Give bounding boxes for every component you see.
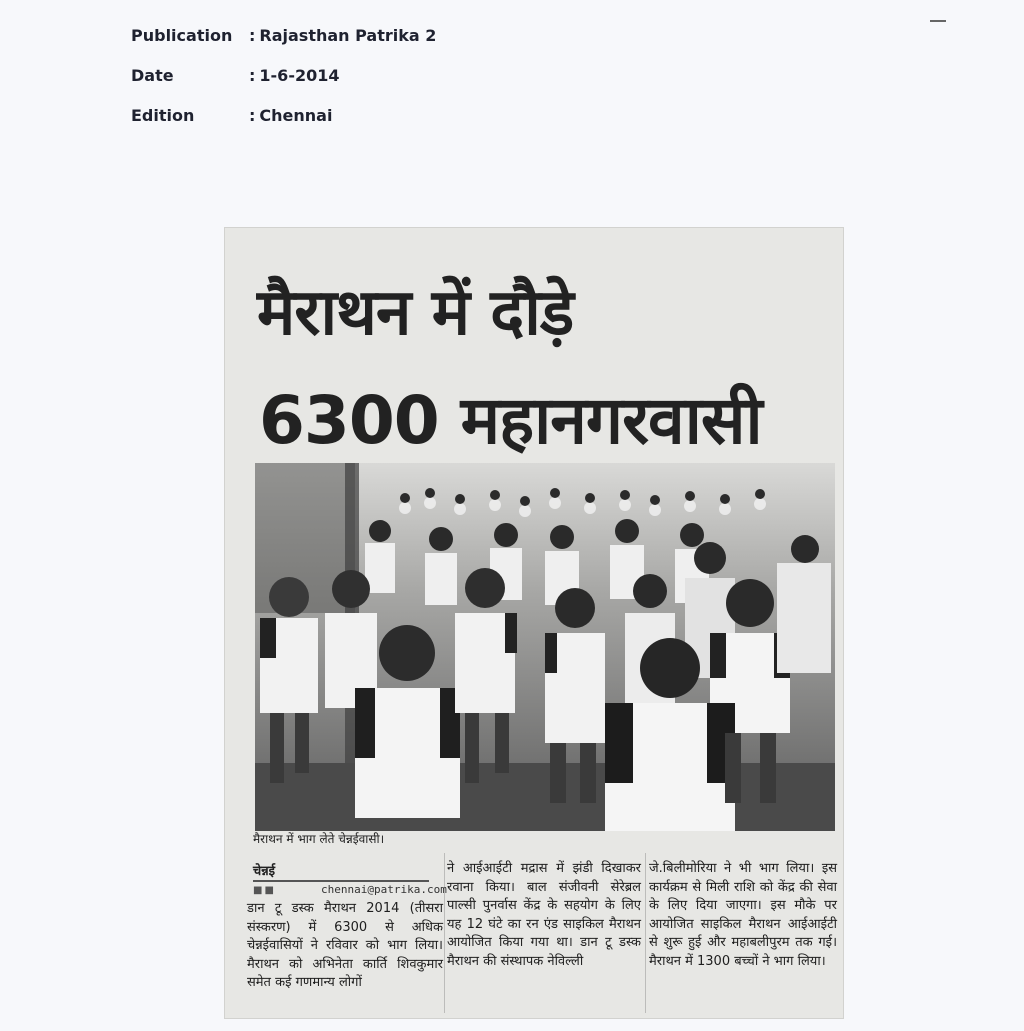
separator: : xyxy=(249,66,256,85)
article-column-1: डान टू डस्क मैराथन 2014 (तीसरा संस्करण) में 6300 से अधिक चेन्नईवासियों ने रविवार को भाग लिया। मैराथन को अभिनेता कार्ति शिवकुमार समेत कई गणमान्य लोगों xyxy=(247,901,443,991)
date-value: 1-6-2014 xyxy=(259,66,340,85)
publication-row xyxy=(131,26,436,66)
reporter-email: chennai@patrika.com xyxy=(321,883,447,896)
dateline-rule xyxy=(253,880,429,882)
date-row xyxy=(131,66,436,106)
headline-line-2: 6300 महानगरवासी xyxy=(259,382,762,459)
article-column-2: ने आईआईटी मद्रास में झंडी दिखाकर रवाना किया। बाल संजीवनी सेरेब्रल पाल्सी पुनर्वास केंद्र के सहयोग के लिए यह 12 घंटे का रन एंड साइकिल मैराथन आयोजित किया गया था। डान टू डस्क मैराथन की संस्थापक नेविल्ली xyxy=(447,861,641,969)
publication-label: Publication xyxy=(131,26,233,45)
separator: : xyxy=(249,106,256,125)
separator: : xyxy=(249,26,256,45)
article-column-3: जे.बिलीमोरिया ने भी भाग लिया। इस कार्यक्रम से मिली राशि को केंद्र की सेवा के लिए दिया जाएगा। इस मौके पर आयोजित साइकिल मैराथन आईआईटी से शुरू हुई और महाबलीपुरम तक गई। मैराथन में 1300 बच्चों ने भाग लिया। xyxy=(649,861,837,969)
clipping-metadata xyxy=(131,26,436,146)
corner-mark xyxy=(930,20,946,22)
marathon-photo xyxy=(255,463,835,831)
edition-row xyxy=(131,106,436,146)
runners-photo-illustration xyxy=(255,463,835,831)
dateline: चेन्नई xyxy=(253,864,276,879)
publication-value: Rajasthan Patrika 2 xyxy=(259,26,437,45)
date-label: Date xyxy=(131,66,174,85)
column-divider xyxy=(444,853,445,1013)
edition-value: Chennai xyxy=(259,106,333,125)
photo-caption: मैराथन में भाग लेते चेन्नईवासी। xyxy=(253,832,385,846)
edition-label: Edition xyxy=(131,106,195,125)
dateline-bullets: ■■ xyxy=(253,885,276,896)
column-divider xyxy=(645,853,646,1013)
newspaper-clipping xyxy=(225,228,843,1018)
headline-line-1: मैराथन में दौड़े xyxy=(257,276,574,350)
